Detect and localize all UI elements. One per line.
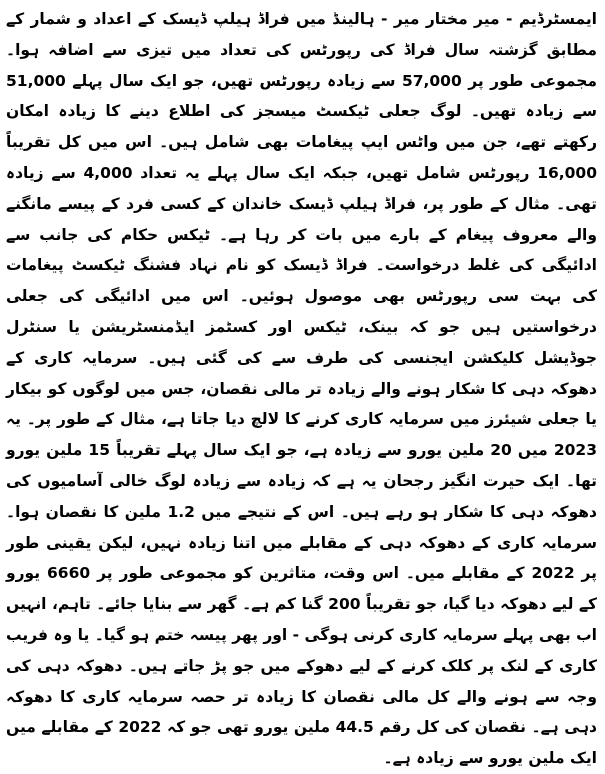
article-body: ایمسٹرڈیم - میر مختار میر - ہالینڈ میں فراڈ ہیلپ ڈیسک کے اعداد و شمار کے مطابق گزشتہ سال فراڈ کی رپورٹس کی تعداد میں تیزی سے اضافہ ہوا۔ مجموعی طور پر 57,000 سے زیادہ رپورٹس تھیں، جو ایک سال پہلے 51,000 سے زیادہ تھیں۔ لوگ جعلی ٹیکسٹ میسجز کی اطلاع دینے کا زیادہ امکان رکھتے تھے، جن میں واٹس ایپ پیغامات بھی شامل ہیں۔ اس میں کل تقریباً 16,000 رپورٹس شامل تھیں، جبکہ ایک سال پہلے یہ تعداد 4,000 سے زیادہ تھی۔ مثال کے طور پر، فراڈ ہیلپ ڈیسک خاندان کے کسی فرد کے پیسے مانگنے والے معروف پیغام کے بارے میں بات کر رہا ہے۔ ٹیکس حکام کی جانب سے ادائیگی کی غلط درخواست۔ فراڈ ڈیسک کو نام نہاد فشنگ ٹیکسٹ پیغامات کی بہت سی رپورٹس بھی موصول ہوئیں۔ اس میں ادائیگی کی جعلی درخواستیں ہیں جو کہ بینک، ٹیکس اور کسٹمز ایڈمنسٹریشن یا سنٹرل جوڈیشل کلیکشن ایجنسی کی طرف سے کی گئی ہیں۔ سرمایہ کاری کے دھوکہ دہی کا شکار ہونے والے زیادہ تر مالی نقصان، جس میں لوگوں کو بیکار یا جعلی شیئرز میں سرمایہ کاری کرنے کا لالچ دیا جاتا ہے، مثال کے طور پر۔ یہ 2023 میں 20 ملین یورو سے زیادہ ہے، جو ایک سال پہلے تقریباً 15 ملین یورو تھا۔ ایک حیرت انگیز رجحان یہ ہے کہ زیادہ سے زیادہ لوگ خالی آسامیوں کی دھوکہ دہی کا شکار ہو رہے ہیں۔ اس کے نتیجے میں 1.2 ملین کا نقصان ہوا۔ سرمایہ کاری کے دھوکہ دہی کے مقابلے میں اتنا زیادہ نہیں، لیکن یقینی طور پر 2022 کے مقابلے میں۔ اس وقت، متاثرین کو مجموعی طور پر 6660 یورو کے لیے دھوکہ دیا گیا، جو تقریباً 200 گنا کم ہے۔ گھر سے بنایا جائے۔ تاہم، انہیں اب بھی پہلے سرمایہ کاری کرنی ہوگی - اور پھر پیسہ ختم ہو گیا۔ یا وہ فریب کاری کے لنک پر کلک کرنے کے لیے دھوکے میں جو پڑ جاتے ہیں۔ دھوکہ دہی کی وجہ سے ہونے والے کل مالی نقصان کا زیادہ تر حصہ سرمایہ کاری کا دھوکہ دہی ہے۔ نقصان کی کل رقم 44.5 ملین یورو تھی جو کہ 2022 کے مقابلے میں ایک ملین یورو سے زیادہ ہے۔	[6, 10, 598, 768]
